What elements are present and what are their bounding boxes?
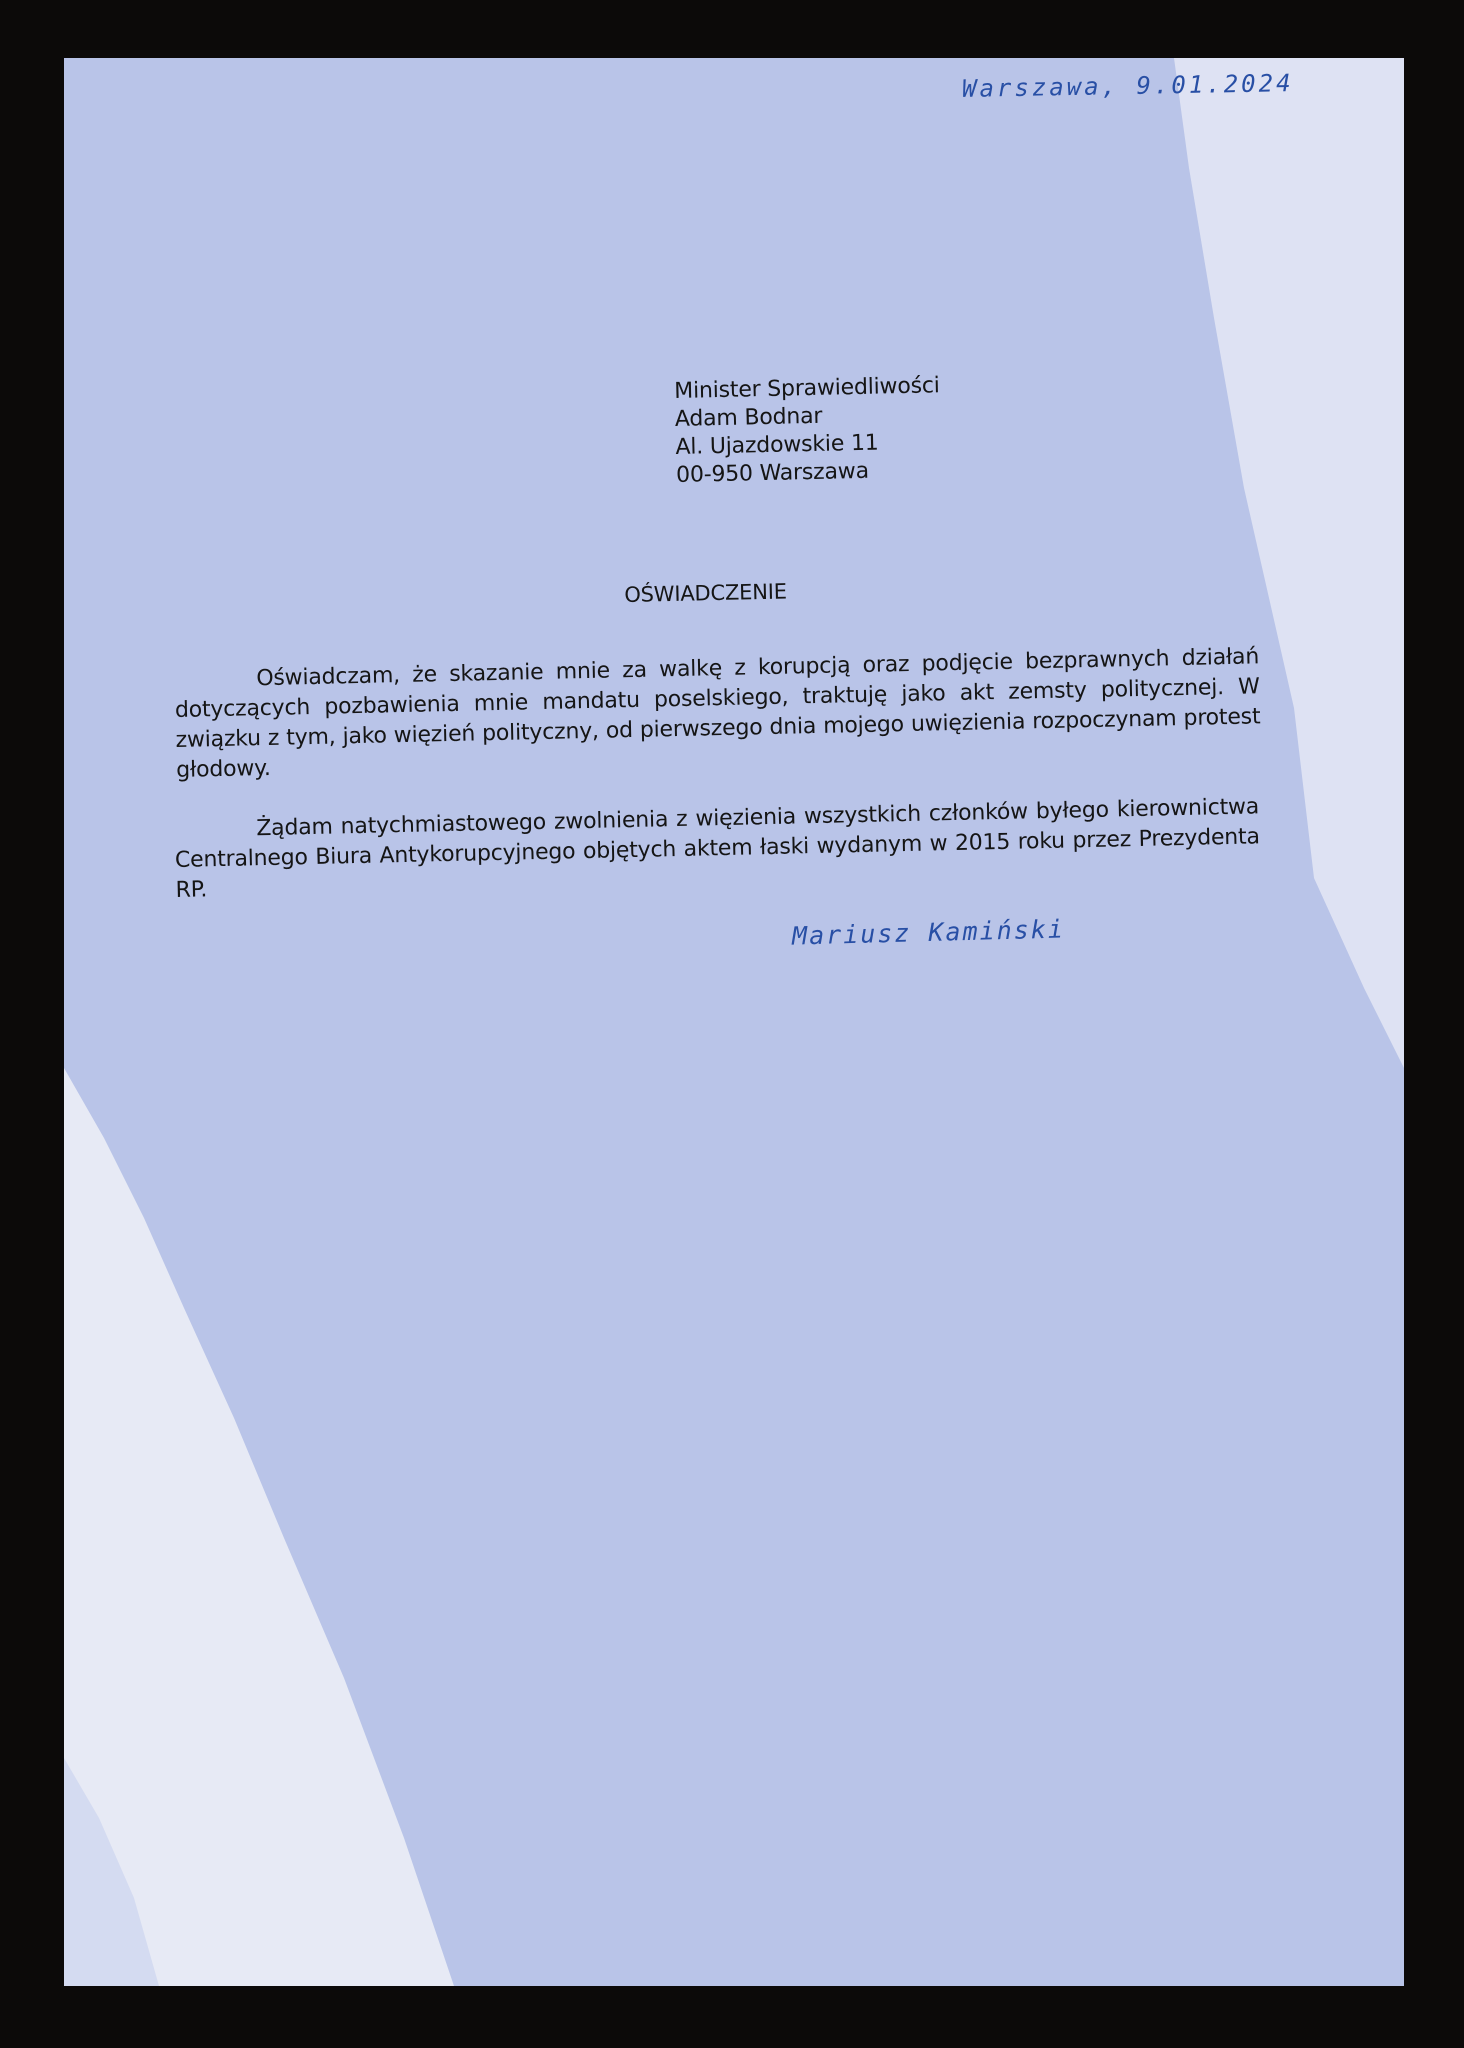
recipient-address — [674, 370, 1056, 490]
document-heading: OŚWIADCZENIE — [624, 579, 788, 607]
document-page — [64, 58, 1404, 1986]
statement-paragraph-2: Żądam natychmiastowego zwolnienia z więzienia wszystkich członków byłego kierownictwa Centralnego Biura Antykorupcyjnego objętych aktem łaski wydanym w 2015 roku przez Prezydenta RP. — [174, 794, 1260, 903]
light-patch-left — [64, 58, 1404, 1986]
statement-paragraph-1: Oświadczam, że skazanie mnie za walkę z korupcją oraz podjęcie bezprawnych działań dotyczących pozbawienia mnie mandatu poselskiego, traktuję jako akt zemsty politycznej. W związku z tym, jako więzień polityczny, od pierwszego dnia mojego uwięzienia rozpoczynam protest głodowy. — [174, 644, 1261, 783]
recipient-line: Minister Sprawiedliwości — [674, 373, 940, 404]
recipient-line: Al. Ujazdowskie 11 — [675, 430, 879, 460]
recipient-line: Adam Bodnar — [674, 403, 823, 432]
handwritten-date: Warszawa, 9.01.2024 — [961, 69, 1294, 103]
handwritten-signature: Mariusz Kamiński — [791, 914, 1066, 951]
recipient-line: 00-950 Warszawa — [675, 458, 870, 488]
